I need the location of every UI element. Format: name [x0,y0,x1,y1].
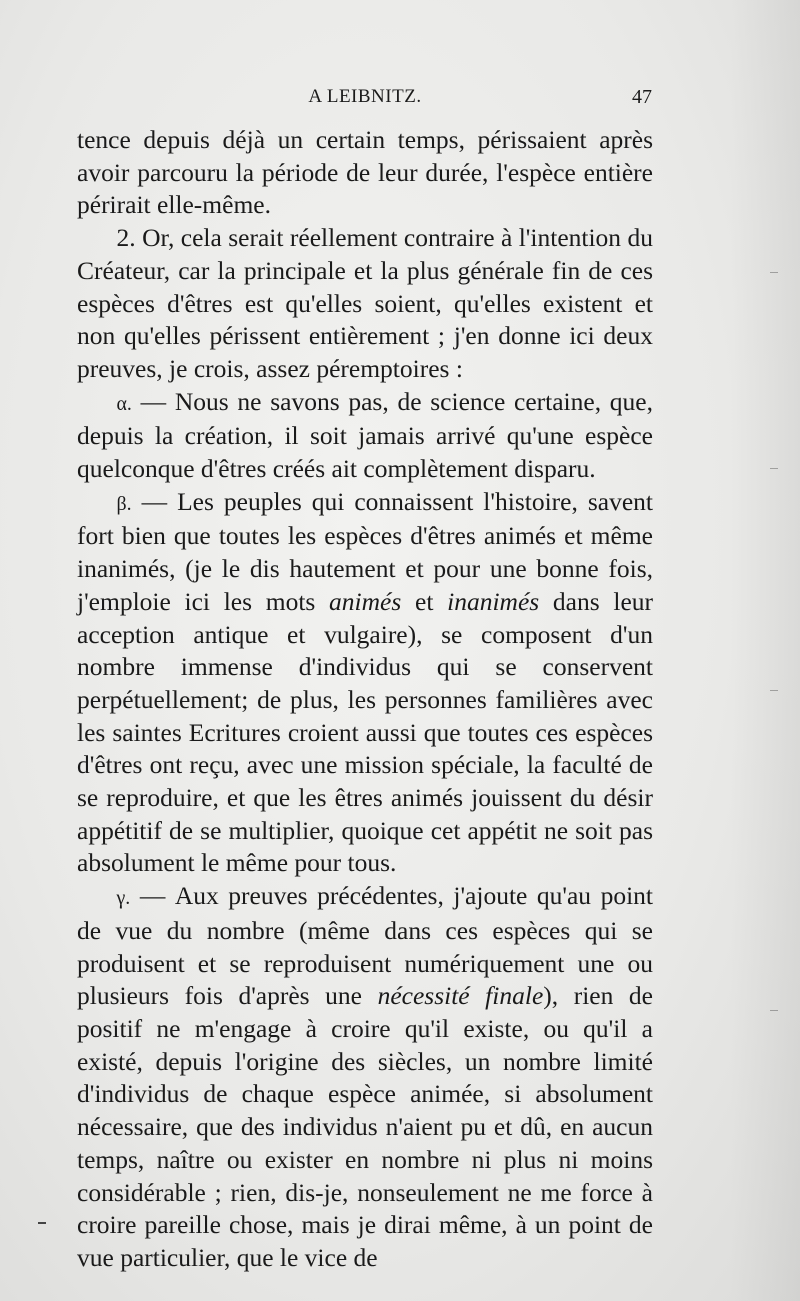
paragraph-2 [77,222,653,386]
emphasis-text: inanimés [447,586,540,616]
bleed-through-mark [770,690,778,691]
greek-marker: γ. [116,887,131,910]
paragraph-text: tence depuis déjà un certain temps, périssaient après avoir parcouru la période de leur durée, l'espèce entière périrait elle-même. [77,125,653,220]
paragraph-text: — Nous ne savons pas, de science certaine, que, depuis la création, il soit jamais arrivé qu'une espèce quelconque d'êtres créés ait complètement disparu. [77,386,653,484]
body-text [77,124,653,1275]
stray-mark [38,1222,46,1224]
paragraph-text: — Les peuples qui connaissent l'histoire, savent fort bien que toutes les espèces d'êtres animés et même inanimés, (je le dis hautement et pour une bonne fois, j'emploie ici les mots [77,486,653,616]
paragraph-text: Or, cela serait réellement contraire à l'intention du Créateur, car la principale et la plus générale fin de ces espèces d'êtres est qu'elles soient, qu'elles existent et non qu'elles périssent entièrement ; j'en donne ici deux preuves, je crois, assez péremptoires : [77,223,653,383]
page-number: 47 [632,86,652,108]
bleed-through-mark [770,468,778,469]
paragraph-text: et [401,586,448,616]
paragraph-text: dans leur acception antique et vulgaire), se composent d'un nombre immense d'individus qui se conservent perpétuellement; de plus, les personnes familières avec les saintes Ecritures croient aussi que toutes ces espèces d'êtres ont reçu, avec une mission spéciale, la faculté de se reproduire, et que les êtres animés jouissent du désir appétitif de se multiplier, quoique cet appétit ne soit pas absolument le même pour tous. [77,586,653,878]
emphasis-text: nécessité finale [377,981,544,1011]
bleed-through-mark [770,1010,778,1011]
page-edge-shadow [730,0,800,1301]
paragraph-continuation [77,124,653,222]
page-header [78,86,652,112]
paragraph-text: — Aux preuves précédentes, j'ajoute qu'au point de vue du nombre (même dans ces espèces qui se produisent et se reproduisent numériquement une ou plusieurs fois d'après une [77,881,653,1011]
greek-marker: β. [116,492,132,515]
greek-marker: α. [116,392,132,415]
paragraph-alpha [77,386,653,486]
emphasis-text: animés [329,586,402,616]
paragraph-gamma [77,880,653,1274]
paragraph-text: ), rien de positif ne m'engage à croire qu'il existe, ou qu'il a existé, depuis l'origine des siècles, un nombre limité d'individus de chaque espèce animée, si absolument nécessaire, que des individus n'aient pu et dû, en aucun temps, naître ou exister en nombre ni plus ni moins considérable ; rien, dis-je, nonseulement ne me force à croire pareille chose, mais je dirai même, à un point de vue particulier, que le vice de [77,981,653,1272]
section-marker: 2. [116,223,136,253]
running-title: A LEIBNITZ. [308,86,422,107]
bleed-through-mark [770,272,778,273]
paragraph-beta [77,486,653,880]
